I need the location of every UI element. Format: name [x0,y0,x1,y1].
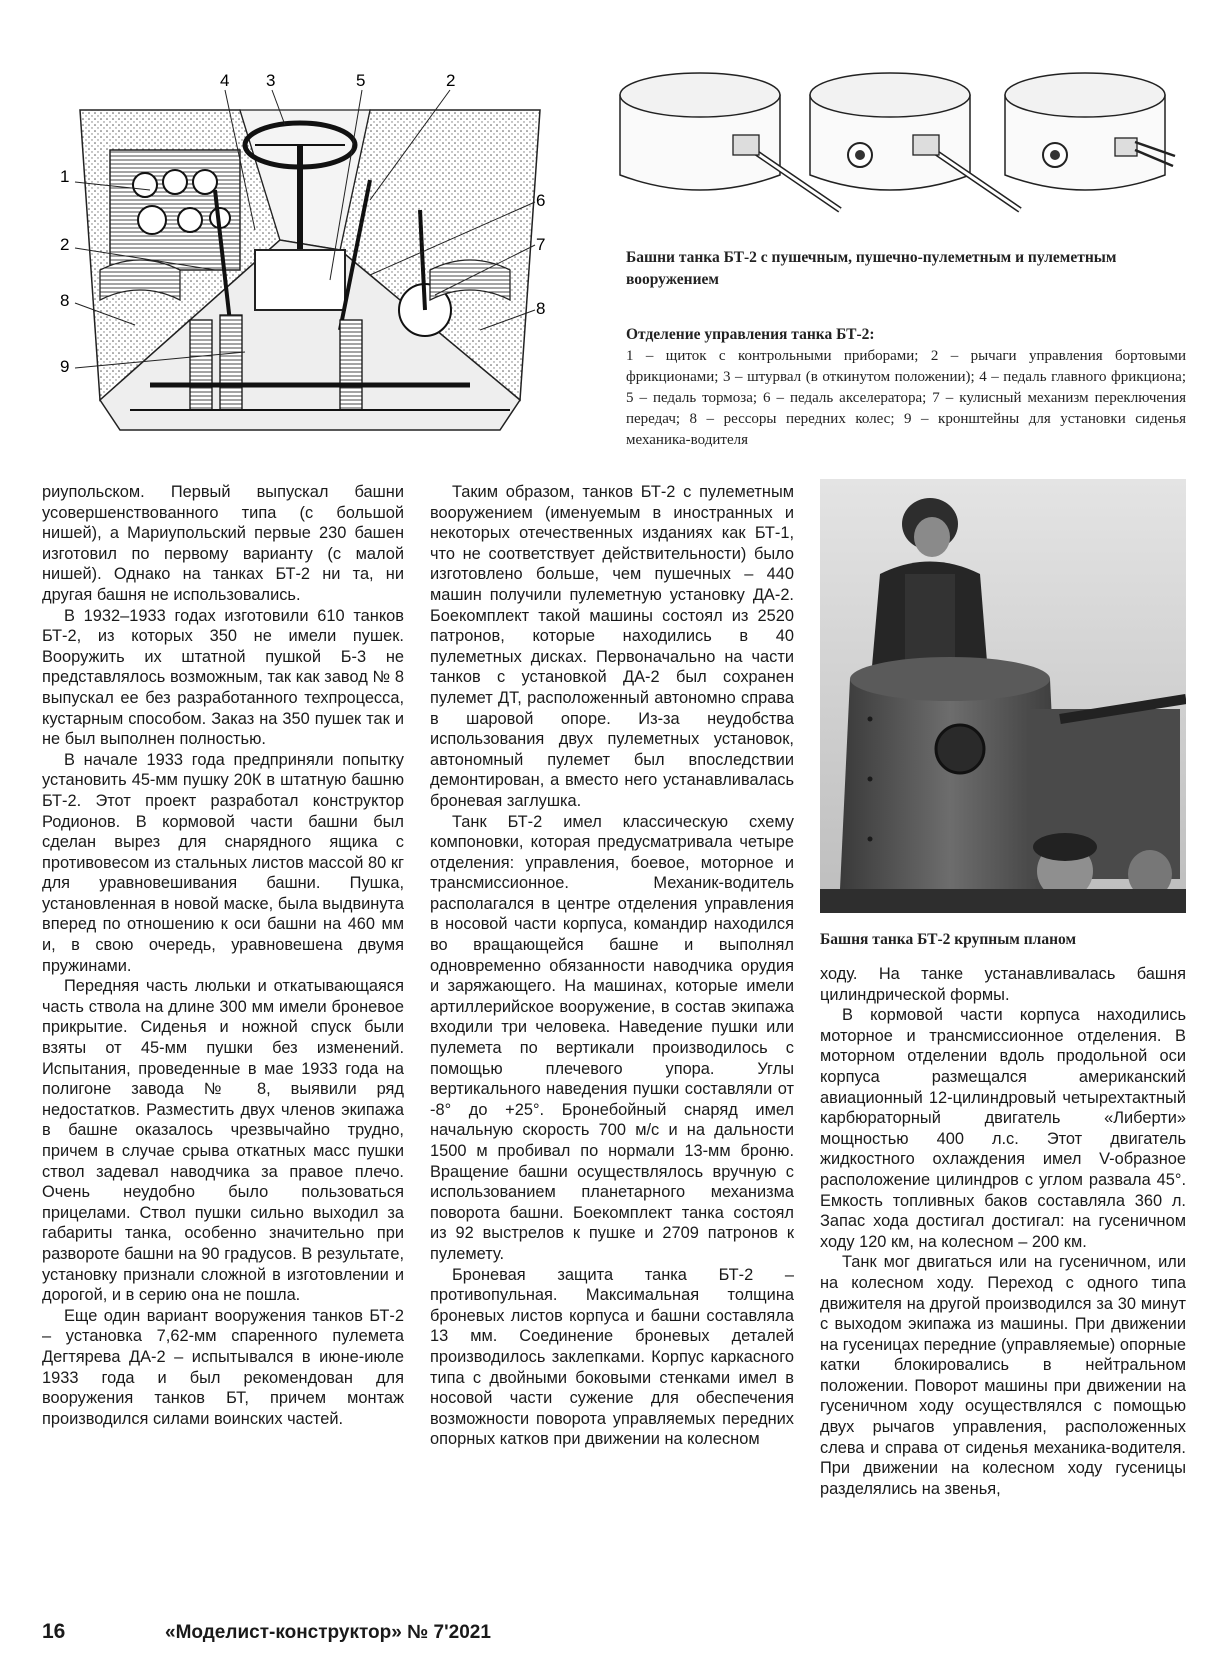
callout-8-right: 8 [536,299,546,318]
turrets-caption: Башни танка БТ-2 с пушечным, пушечно-пулеметным и пулеметным вооружением [626,249,1117,288]
turrets-figure [615,50,1190,230]
col1-paragraph-4: Передняя часть люльки и откатывающаяся часть ствола на длине 300 мм имели броневое прикрытие. Сиденья и ножной спуск были взяты от 45-мм пушки без изменений. Испытания, проведенные в мае 1933 года на полигоне завода № 8, выявили ряд недостатков. Разместить двух членов экипажа в башне оказалось чрезвычайно трудно, причем в случае срыва откатных масс пушки ствол задевал наводчика за правое плечо. Очень неудобно было пользоваться прицелами. Ствол пушки сильно выходил за габариты танка, особенно значительно при развороте башни на 90 градусов. В результате, установку признали сложной в изготовлении и дорогой, и в серию она не пошла. [42,977,404,1305]
text-column-2 [430,482,794,1450]
callout-4: 4 [220,71,230,90]
callout-5: 5 [356,71,366,90]
control-caption-text: 1 – щиток с контрольными приборами; 2 – рычаги управления бортовыми фрикционами; 3 – штурвал (в откинутом положении); 4 – педаль главного фрикциона; 5 – педаль тормоза; 6 – педаль акселератора; 7 – кулисный механизм переключения передач; 8 – рессоры передних колес; 9 – кронштейны для установки сиденья механика-водителя [626,348,1186,448]
control-caption-title: Отделение управления танка БТ-2: [626,326,875,343]
page-number: 16 [42,1620,66,1643]
col3-paragraph-2: В кормовой части корпуса находились моторное и трансмиссионное отделения. В моторном отделении вдоль продольной оси корпуса размещался американский авиационный 12-цилиндровый четырехтактный карбюраторный двигатель «Либерти» мощностью 400 л.с. Этот двигатель жидкостного охлаждения имел V-образное расположение цилиндров с углом развала 45°. Емкость топливных баков составляла 360 л. Запас хода достигал достигал: на гусеничном ходу 120 км, на колесном – 200 км. [820,1006,1186,1251]
col3-paragraph-1: ходу. На танке устанавливалась башня цилиндрической формы. [820,965,1186,1004]
photo-caption: Башня танка БТ-2 крупным планом [820,931,1077,948]
col3-paragraph-3: Танк мог двигаться или на гусеничном, или на колесном ходу. Переход с одного типа движителя на другой производился за 30 минут с выходом экипажа из машины. При движении на гусеницах передние (управляемые) опорные катки блокировались в нейтральном положении. Поворот машины при движении на гусеничном ходу осуществлялся с помощью двух рычагов управления, расположенных слева и справа от сиденья механика-водителя. При движении на колесном ходу гусеницы разделялись на звенья, [820,1253,1186,1498]
magazine-title: «Моделист-конструктор» № 7'2021 [165,1622,491,1643]
col2-paragraph-1: Таким образом, танков БТ-2 с пулеметным вооружением (именуемым в иностранных и некоторых отечественных изданиях как БТ-1, что не соответствует действительности) было изготовлено больше, чем пушечных – 440 машин получили пулеметную установку ДА-2. Боекомплект такой машины состоял из 2520 патронов, которые находились в 40 пулеметных дисках. Первоначально на части танков с установкой ДА-2 был сохранен пулемет ДТ, расположенный автономно справа в шаровой опоре. Из-за неудобства использования двух пулеметных установок, автономный пулемет был впоследствии демонтирован, а вместо него устанавливалась броневая заглушка. [430,483,794,810]
col1-paragraph-1: риупольском. Первый выпускал башни усовершенствованного типа (с большой нишей), а Мариупольский первые 230 башен изготовил по первому варианту (с малой нишей). Однако на танках БТ-2 ни та, ни другая башня не использовались. [42,483,404,604]
text-column-1 [42,482,404,1429]
callout-2-top: 2 [446,71,456,90]
control-compartment-drawing [40,70,580,450]
callout-2-left: 2 [60,235,70,254]
text-column-3 [820,964,1186,1499]
control-caption [626,324,1186,451]
turret-mg [1005,73,1175,190]
turrets-drawing [615,50,1190,230]
col1-paragraph-2: В 1932–1933 годах изготовили 610 танков БТ-2, из которых 350 не имели пушек. Вооружить их штатной пушкой Б-3 не представлялось возможным, так как завод № 8 выпускал ее без разработанного техпроцесса, кустарным способом. Заказ на 350 пушек так и не был выполнен полностью. [42,606,404,749]
col2-paragraph-3: Броневая защита танка БТ-2 – противопульная. Максимальная толщина броневых листов корпуса и башни составляла 13 мм. Соединение броневых деталей производилось заклепками. Корпус каркасного типа с двойными боковыми стенками имел в носовой части сужение для обеспечения возможности поворота управляемых передних опорных катков при движении на колесном [430,1265,794,1449]
callout-3: 3 [266,71,276,90]
col2-paragraph-2: Танк БТ-2 имел классическую схему компоновки, которая предусматривала четыре отделения: управления, боевое, моторное и трансмиссионное. Механик-водитель располагался в центре отделения управления в носовой части корпуса, командир находился во вращающейся башне и выполнял одновременно обязанности наводчика орудия и заряжающего. На машинах, которые имели артиллерийское вооружение, в состав экипажа входили три человека. Наведение пушки или пулемета по вертикали производилось с помощью плечевого упора. Углы вертикального наведения пушки составляли от -8° до +25°. Бронебойный снаряд имел начальную скорость 700 м/с и на дальности 1500 м пробивал по нормали 13-мм броню. Вращение башни осуществлялось вручную с использованием планетарного механизма поворота башни. Боекомплект танка состоял из 92 выстрелов к пушке и 2709 патронов к пулемету. [430,812,794,1263]
col1-paragraph-3: В начале 1933 года предприняли попытку установить 45-мм пушку 20К в штатную башню БТ-2. Этот проект разработал конструктор Родионов. В кормовой части башни был сделан вырез для снарядного ящика с противовесом из стальных листов массой 80 кг для уравновешивания башни. Пушка, установленная в новой маске, была выдвинута вперед по отношению к оси башни на 460 мм и, в свою очередь, уравновешена двумя пружинами. [42,750,404,975]
callout-9: 9 [60,357,70,376]
callout-6: 6 [536,191,546,210]
turret-cannon [620,73,840,210]
col1-paragraph-5: Еще один вариант вооружения танков БТ-2 – установка 7,62-мм спаренного пулемета Дегтярева ДА-2 – испытывался в июне-июле 1933 года и был рекомендован для вооружения танков БТ, причем монтаж производился силами воинских частей. [42,1306,404,1428]
turret-closeup-photo-drawing [820,479,1186,913]
turret-closeup-photo [820,479,1186,913]
callout-8-left: 8 [60,291,70,310]
control-compartment-figure [40,70,580,450]
callout-7: 7 [536,235,546,254]
callout-1: 1 [60,167,70,186]
turret-cannon-mg [810,73,1020,210]
